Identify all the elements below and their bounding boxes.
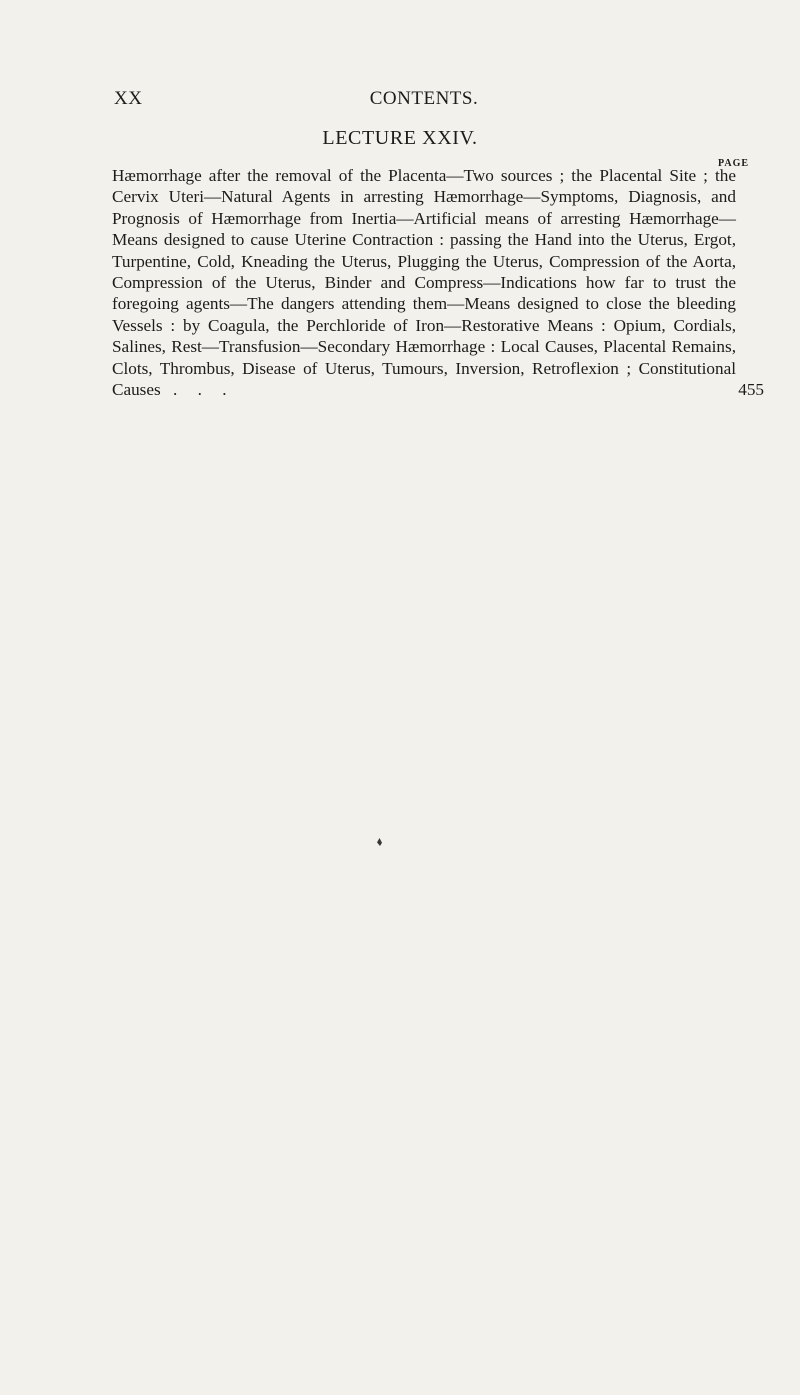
entry-page-number: 455 xyxy=(738,380,764,400)
running-head xyxy=(114,88,734,112)
entry-text: Hæmorrhage after the removal of the Placenta—Two sources ; the Placental Site ; the Cervix Uteri—Natural Agents in arresting Hæmorrhage—Symptoms, Diagnosis, and Prognosis of Hæmorrhage from Inertia—Artificial means of arresting Hæmorrhage—Means designed to cause Uterine Contraction : passing the Hand into the Uterus, Ergot, Turpentine, Cold, Kneading the Uterus, Plugging the Uterus, Compression of the Aorta, Compression of the Uterus, Binder and Compress—Indications how far to trust the foregoing agents—The dangers attending them—Means designed to close the bleeding Vessels : by Coagula, the Perchloride of Iron—Restorative Means : Opium, Cordials, Salines, Rest—Transfusion—Secondary Hæmorrhage : Local Causes, Placental Remains, Clots, Thrombus, Disease of Uterus, Tumours, Inversion, Retroflexion ; Constitutional Causes xyxy=(112,166,736,400)
page-column-label: PAGE xyxy=(718,158,750,169)
ink-speck xyxy=(377,838,382,846)
section-title: CONTENTS. xyxy=(369,88,479,109)
contents-entry xyxy=(112,165,764,400)
page-number-roman: XX xyxy=(114,88,143,109)
dot-leader: . . . xyxy=(160,380,235,400)
lecture-title: LECTURE XXIV. xyxy=(322,127,478,149)
